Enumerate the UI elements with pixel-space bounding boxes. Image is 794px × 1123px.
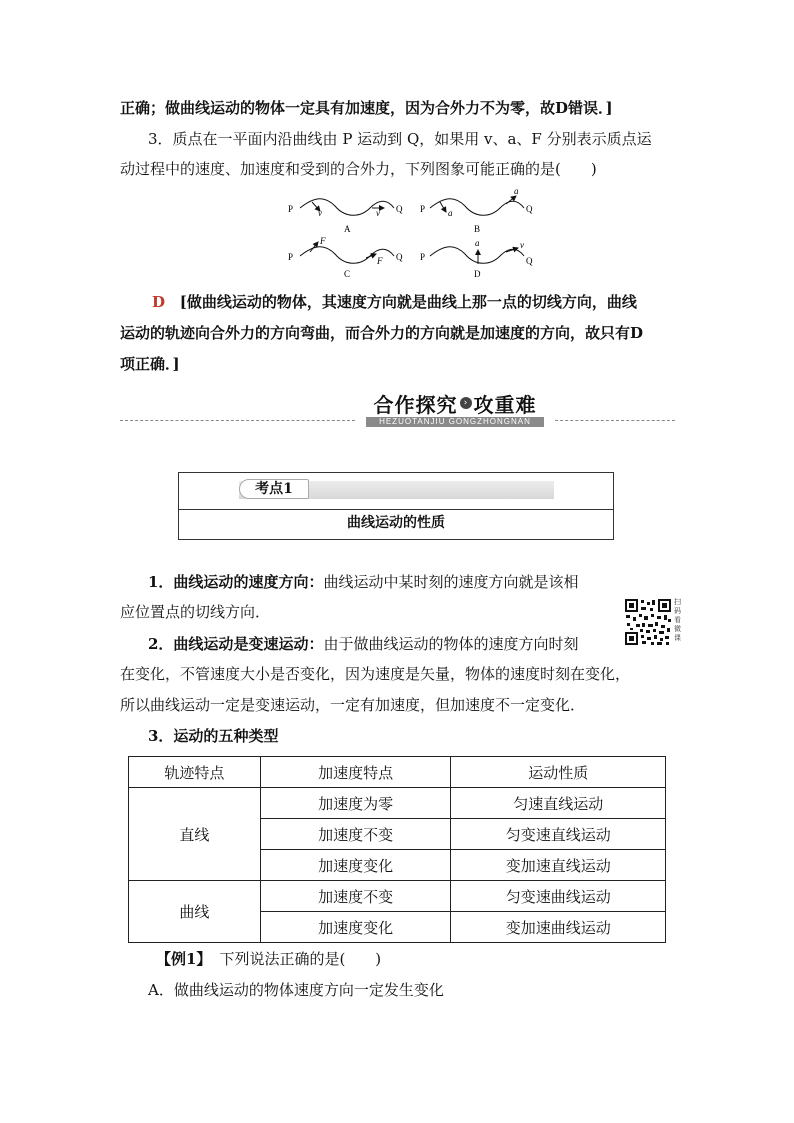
diagram-d bbox=[430, 247, 524, 264]
point-2-label: 2．曲线运动是变速运动： bbox=[148, 635, 324, 653]
table-cell: 变加速直线运动 bbox=[451, 850, 666, 881]
label-a: a bbox=[448, 208, 453, 218]
banner-title-right: 攻重难 bbox=[473, 392, 537, 417]
label-a: a bbox=[475, 238, 480, 248]
table-cell: 加速度为零 bbox=[260, 788, 451, 819]
label-d: D bbox=[474, 269, 481, 279]
divider-right bbox=[555, 420, 675, 421]
table-cell: 匀变速曲线运动 bbox=[451, 881, 666, 912]
table-cell: 匀变速直线运动 bbox=[451, 819, 666, 850]
answer-line3: 项正确．] bbox=[120, 355, 180, 373]
banner-title-left: 合作探究 bbox=[373, 392, 458, 417]
table-cell: 加速度变化 bbox=[260, 912, 451, 943]
label-p: P bbox=[288, 204, 294, 214]
label-f: F bbox=[320, 236, 326, 246]
qr-code-icon[interactable] bbox=[624, 598, 672, 646]
label-q: Q bbox=[396, 252, 403, 262]
label-q: Q bbox=[526, 256, 533, 266]
point-3-label: 3．运动的五种类型 bbox=[148, 727, 279, 745]
label-v: v bbox=[520, 240, 524, 250]
table-header-row bbox=[129, 757, 666, 788]
table-cell: 加速度不变 bbox=[260, 819, 451, 850]
answer-text: [做曲线运动的物体，其速度方向就是曲线上那一点的切线方向，曲线 bbox=[179, 293, 637, 311]
label-q: Q bbox=[526, 204, 533, 214]
answer-line2: 运动的轨迹向合外力的方向弯曲，而合外力的方向就是加速度的方向，故只有D bbox=[120, 324, 644, 342]
label-a: A bbox=[344, 224, 351, 234]
label-p: P bbox=[420, 204, 426, 214]
text-line: 正确；做曲线运动的物体一定具有加速度，因为合外力不为零，故D错误．] bbox=[120, 99, 613, 117]
table-header-cell: 运动性质 bbox=[451, 757, 666, 788]
example-tag: 【例1】 bbox=[156, 950, 212, 968]
label-p: P bbox=[288, 252, 294, 262]
divider-left bbox=[120, 420, 355, 421]
chevron-right-icon: › bbox=[460, 397, 472, 409]
table-cell: 匀速直线运动 bbox=[451, 788, 666, 819]
table-cell: 加速度变化 bbox=[260, 850, 451, 881]
label-q: Q bbox=[396, 204, 403, 214]
motion-diagrams-figure bbox=[280, 184, 540, 280]
point-2 bbox=[148, 634, 578, 654]
label-a: a bbox=[514, 186, 519, 196]
diagram-b bbox=[430, 196, 524, 215]
point-2-text: 由于做曲线运动的物体的速度方向时刻 bbox=[323, 635, 579, 653]
topic-divider bbox=[179, 509, 613, 510]
section-banner bbox=[360, 390, 550, 427]
example-1 bbox=[156, 949, 381, 969]
example-question: 下列说法正确的是( ) bbox=[219, 950, 382, 968]
example-option-a: A．做曲线运动的物体速度方向一定发生变化 bbox=[148, 981, 444, 999]
label-p: P bbox=[420, 252, 426, 262]
label-v: v bbox=[318, 208, 322, 218]
label-f: F bbox=[377, 256, 383, 266]
table-header-cell: 加速度特点 bbox=[260, 757, 451, 788]
table-row bbox=[129, 881, 666, 912]
label-c: C bbox=[344, 269, 351, 279]
table-cell: 加速度不变 bbox=[260, 881, 451, 912]
answer-letter: D bbox=[152, 293, 166, 311]
table-header-cell: 轨迹特点 bbox=[129, 757, 261, 788]
point-2-line2: 在变化，不管速度大小是否变化，因为速度是矢量，物体的速度时刻在变化， bbox=[120, 665, 631, 683]
point-1-label: 1．曲线运动的速度方向： bbox=[148, 573, 324, 591]
question-3-line1: 3．质点在一平面内沿曲线由 P 运动到 Q，如果用 v、a、F 分别表示质点运 bbox=[148, 130, 652, 148]
motion-types-table bbox=[128, 756, 666, 943]
topic-tag: 考点1 bbox=[239, 479, 309, 499]
answer-line1 bbox=[152, 292, 637, 312]
point-1-text: 曲线运动中某时刻的速度方向就是该相 bbox=[323, 573, 579, 591]
table-cell: 变加速曲线运动 bbox=[451, 912, 666, 943]
topic-box bbox=[178, 472, 614, 540]
table-row bbox=[129, 788, 666, 819]
table-group-cell: 曲线 bbox=[129, 881, 261, 943]
label-b: B bbox=[474, 224, 481, 234]
label-v: v bbox=[376, 208, 380, 218]
point-1 bbox=[148, 572, 578, 592]
banner-subtitle: HEZUOTANJIU GONGZHONGNAN bbox=[366, 417, 544, 427]
table-group-cell: 直线 bbox=[129, 788, 261, 881]
question-3-line2: 动过程中的速度、加速度和受到的合外力，下列图象可能正确的是( ) bbox=[120, 160, 597, 178]
topic-title: 曲线运动的性质 bbox=[347, 515, 445, 531]
point-2-line3: 所以曲线运动一定是变速运动，一定有加速度，但加速度不一定变化． bbox=[120, 696, 586, 714]
point-1-line2: 应位置点的切线方向． bbox=[120, 603, 271, 621]
qr-caption: 扫码看微课 bbox=[674, 598, 681, 642]
